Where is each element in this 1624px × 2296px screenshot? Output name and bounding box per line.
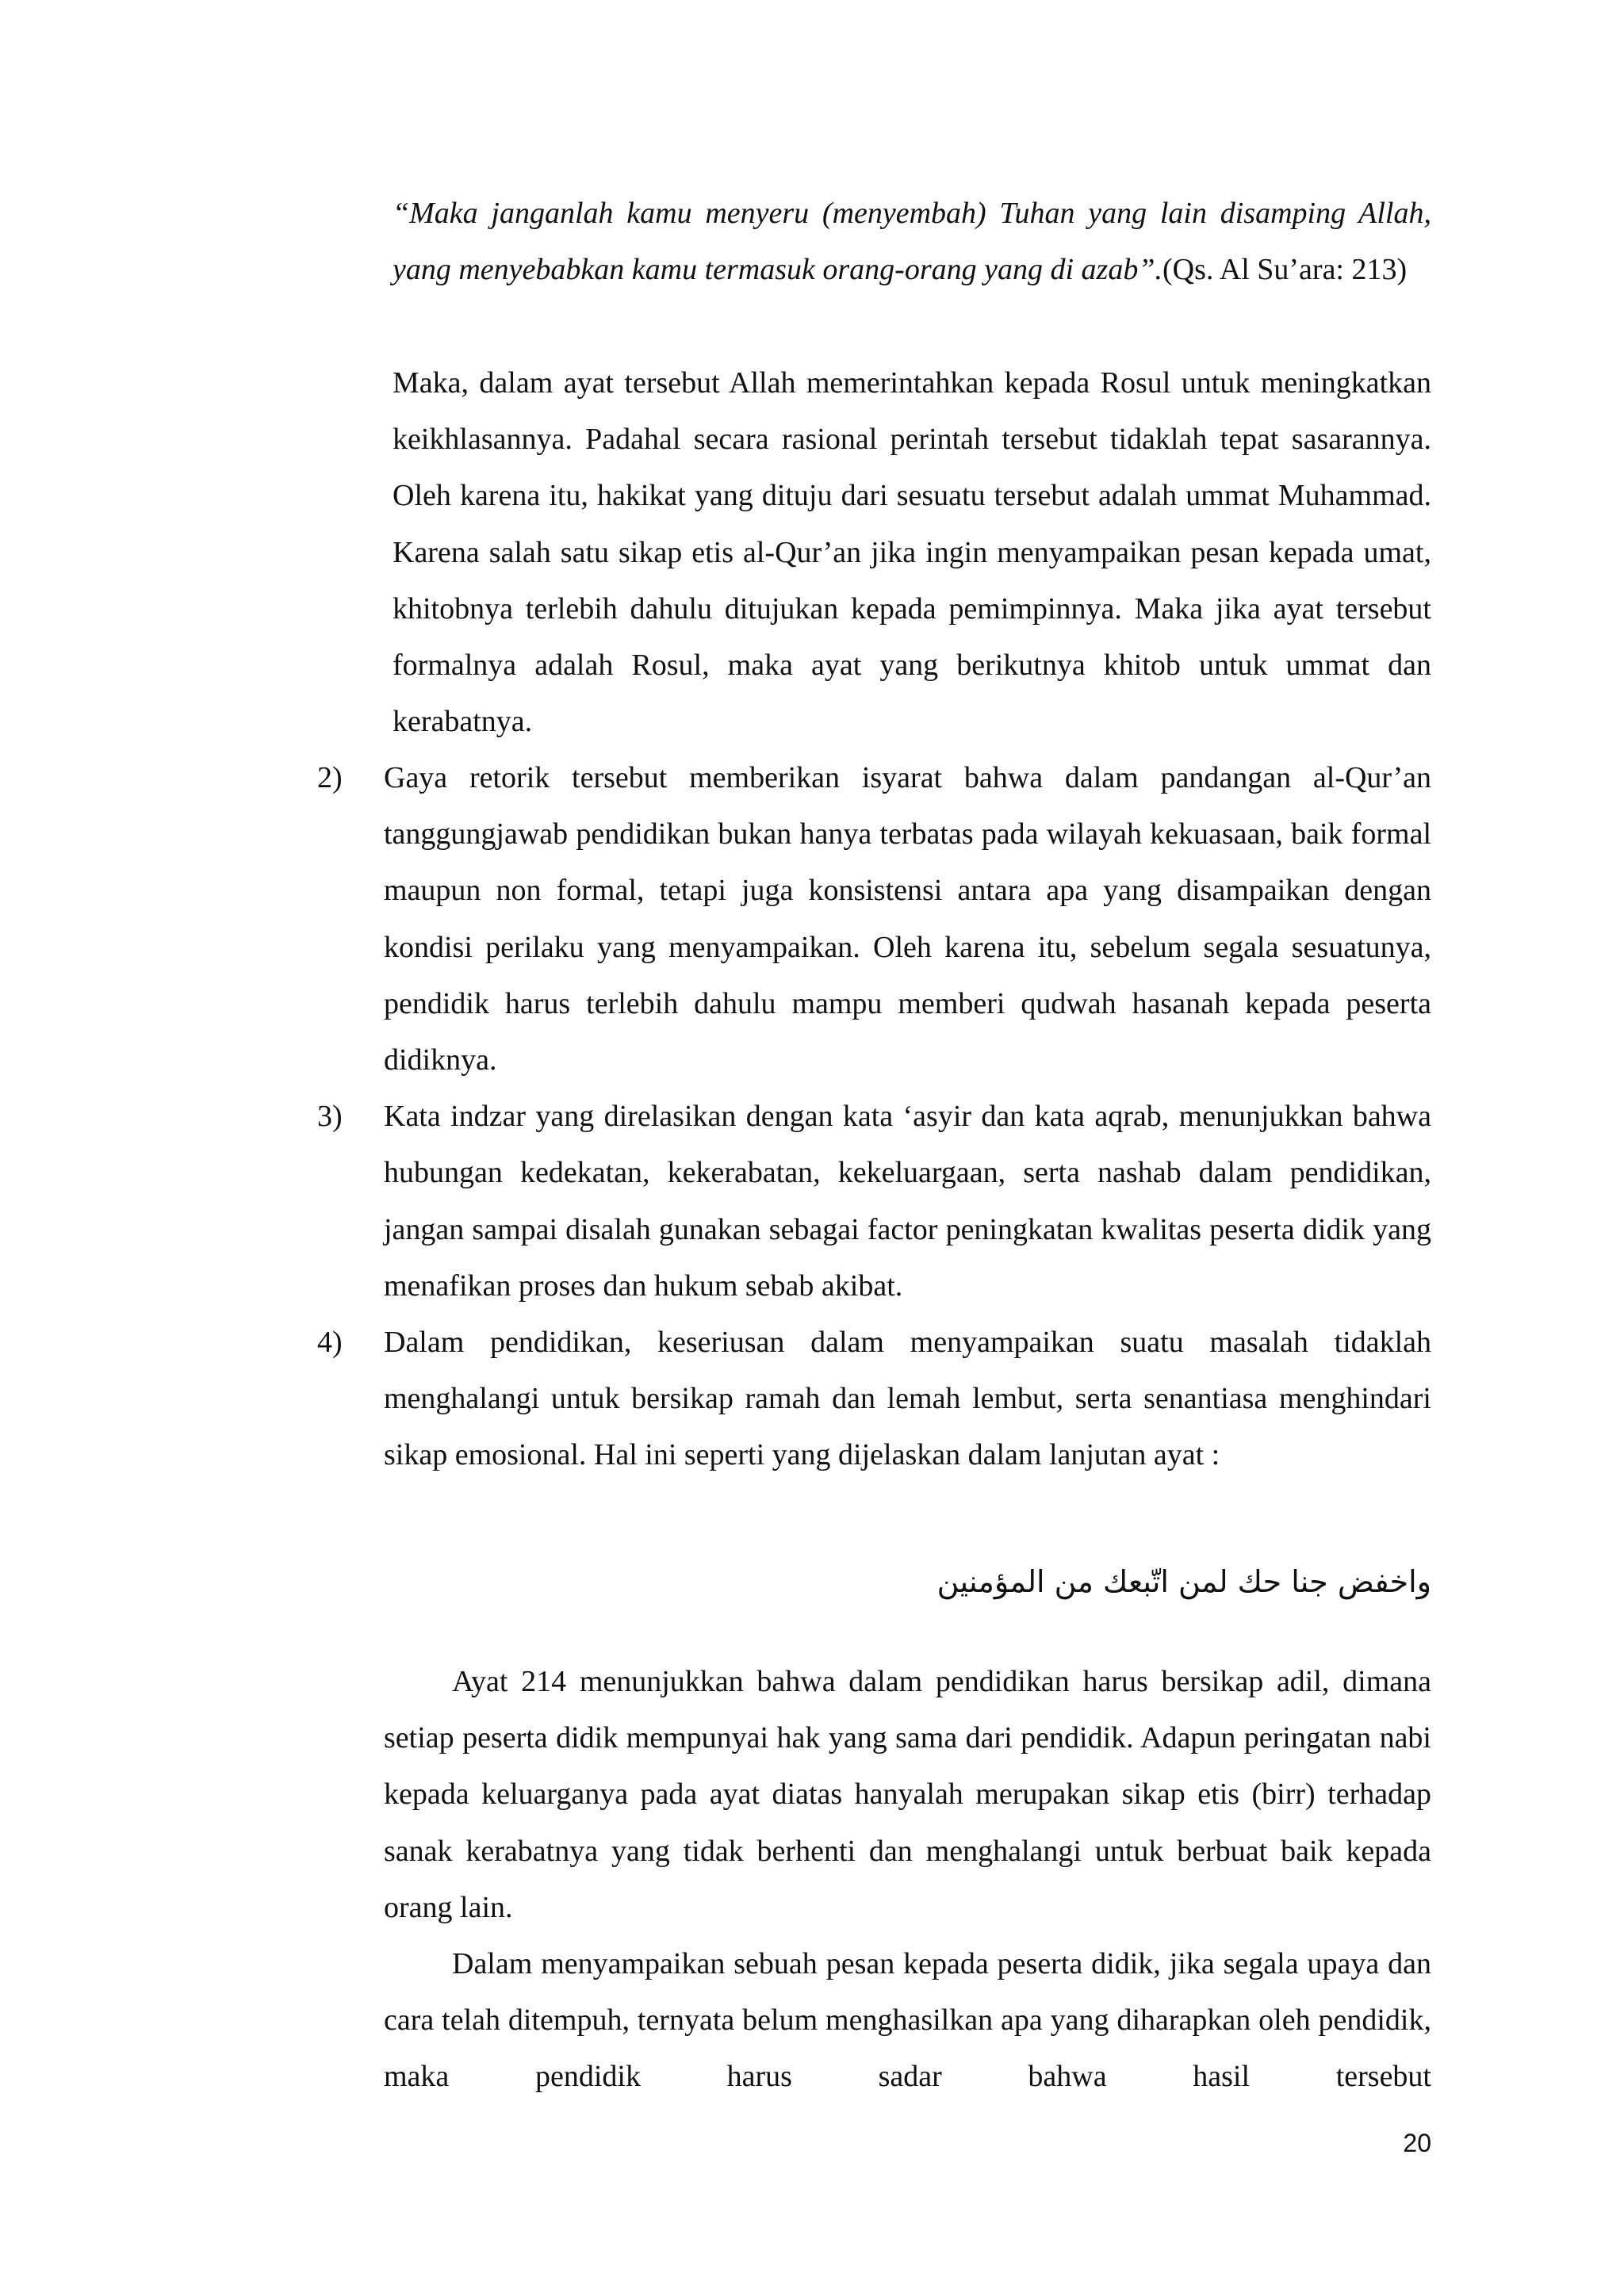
list-item-number: 2) xyxy=(317,761,343,794)
list-item-number: 3) xyxy=(317,1100,343,1134)
continuation-paragraph: Maka, dalam ayat tersebut Allah memerintahkan kepada Rosul untuk meningkatkan keikhlasannya. Padahal secara rasional perintah tersebut tidaklah tepat sasarannya. Oleh karena itu, hakikat yang dituju dari sesuatu tersebut adalah ummat Muhammad. Karena salah satu sikap etis al-Qur’an jika ingin menyampaikan pesan kepada umat, khitobnya terlebih dahulu ditujukan kepada pemimpinnya. Maka jika ayat tersebut formalnya adalah Rosul, maka ayat yang berikutnya khitob untuk ummat dan kerabatnya. xyxy=(393,366,1431,739)
page-number: 20 xyxy=(1403,2129,1431,2157)
list-item-text: Dalam pendidikan, keseriusan dalam menyampaikan suatu masalah tidaklah menghalangi untuk bersikap ramah dan lemah lembut, serta senantiasa menghindari sikap emosional. Hal ini seperti yang dijelaskan dalam lanjutan ayat : xyxy=(384,1326,1431,1472)
list-item xyxy=(317,1089,1431,1314)
list-item-number: 4) xyxy=(317,1326,343,1360)
list-item xyxy=(317,1314,1431,1484)
quoted-verse-translation xyxy=(393,186,1431,298)
quote-italic-text: “Maka janganlah kamu menyeru (menyembah) Tuhan yang lain disamping Allah, yang menyebabkan kamu termasuk orang-orang yang di azab”. xyxy=(393,197,1431,287)
body-paragraph: Ayat 214 menunjukkan bahwa dalam pendidikan harus bersikap adil, dimana setiap peserta didik mempunyai hak yang sama dari pendidik. Adapun peringatan nabi kepada keluarganya pada ayat diatas hanyalah merupakan sikap etis (birr) terhadap sanak kerabatnya yang tidak berhenti dan menghalangi untuk berbuat baik kepada orang lain. xyxy=(384,1665,1431,1924)
body-paragraph: Dalam menyampaikan sebuah pesan kepada peserta didik, jika segala upaya dan cara telah ditempuh, ternyata belum menghasilkan apa yang diharapkan oleh pendidik, maka pendidik harus sadar bahwa hasil tersebut xyxy=(384,1947,1431,2094)
quote-citation: (Qs. Al Su’ara: 213) xyxy=(1162,253,1408,287)
list-item-text: Kata indzar yang direlasikan dengan kata ‘asyir dan kata aqrab, menunjukkan bahwa hubungan kedekatan, kekerabatan, kekeluargaan, serta nashab dalam pendidikan, jangan sampai disalah gunakan sebagai factor peningkatan kwalitas peserta didik yang menafikan proses dan hukum sebab akibat. xyxy=(384,1100,1431,1303)
arabic-verse: واخفض جنا حك لمن اتّبعك من المؤمنين xyxy=(936,1564,1431,1599)
list-item-text: Gaya retorik tersebut memberikan isyarat bahwa dalam pandangan al-Qur’an tanggungjawab pendidikan bukan hanya terbatas pada wilayah kekuasaan, baik formal maupun non formal, tetapi juga konsistensi antara apa yang disampaikan dengan kondisi perilaku yang menyampaikan. Oleh karena itu, sebelum segala sesuatunya, pendidik harus terlebih dahulu mampu memberi qudwah hasanah kepada peserta didiknya. xyxy=(384,761,1431,1077)
list-item xyxy=(317,750,1431,1089)
numbered-list xyxy=(317,750,1431,1484)
